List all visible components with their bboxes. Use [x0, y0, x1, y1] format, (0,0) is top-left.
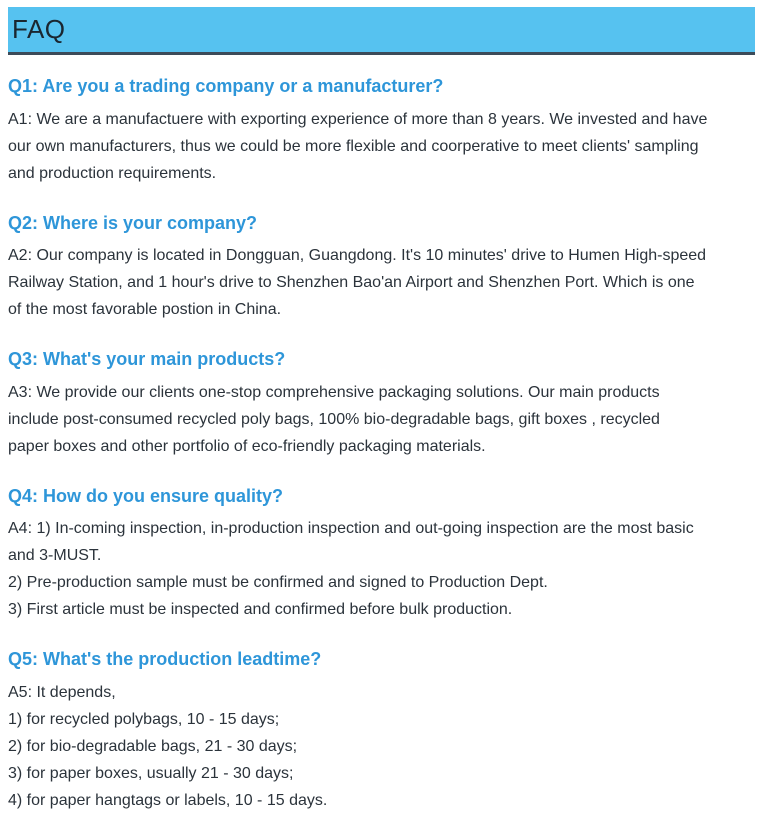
answer-line: 1) for recycled polybags, 10 - 15 days;	[8, 710, 280, 728]
faq-question: Q1: Are you a trading company or a manufacturer?	[8, 76, 444, 96]
faq-answer	[8, 379, 755, 460]
answer-line: 2) Pre-production sample must be confirmed and signed to Production Dept.	[8, 574, 548, 592]
faq-section	[8, 649, 755, 814]
faq-question: Q4: How do you ensure quality?	[8, 485, 284, 506]
answer-line: A5: It depends,	[8, 683, 116, 701]
faq-section	[8, 213, 755, 324]
answer-line: Railway Station, and 1 hour's drive to Shenzhen Bao'an Airport and Shenzhen Port. Which is one	[8, 274, 695, 292]
answer-line: 2) for bio-degradable bags, 21 - 30 days;	[8, 737, 298, 755]
answer-line: paper boxes and other portfolio of eco-friendly packaging materials.	[8, 437, 486, 455]
faq-question: Q3: What's your main products?	[8, 349, 286, 370]
faq-question: Q2: Where is your company?	[8, 212, 258, 233]
answer-line: and production requirements.	[8, 164, 217, 182]
answer-line: 3) First article must be inspected and confirmed before bulk production.	[8, 601, 513, 619]
answer-line: our own manufacturers, thus we could be more flexible and coorperative to meet clients' sampling	[8, 137, 699, 155]
faq-section	[8, 349, 755, 460]
faq-answer	[8, 242, 755, 323]
answer-line: 3) for paper boxes, usually 21 - 30 days;	[8, 764, 294, 782]
faq-answer	[8, 679, 755, 814]
answer-line: A2: Our company is located in Dongguan, Guangdong. It's 10 minutes' drive to Humen High-speed	[8, 247, 707, 265]
answer-line: and 3-MUST.	[8, 547, 102, 565]
faq-content	[8, 76, 755, 814]
faq-header	[8, 7, 755, 55]
faq-section	[8, 76, 755, 187]
page-title: FAQ	[12, 13, 66, 44]
answer-line: A4: 1) In-coming inspection, in-production inspection and out-going inspection are the most basic	[8, 520, 694, 538]
answer-line: of the most favorable postion in China.	[8, 301, 282, 319]
answer-line: A1: We are a manufactuere with exporting experience of more than 8 years. We invested and have	[8, 110, 708, 128]
answer-line: include post-consumed recycled poly bags, 100% bio-degradable bags, gift boxes , recycled	[8, 410, 660, 428]
faq-answer	[8, 106, 755, 187]
answer-line: 4) for paper hangtags or labels, 10 - 15 days.	[8, 791, 328, 809]
faq-question: Q5: What's the production leadtime?	[8, 649, 322, 670]
answer-line: A3: We provide our clients one-stop comprehensive packaging solutions. Our main products	[8, 383, 660, 401]
faq-answer	[8, 515, 755, 623]
faq-section	[8, 486, 755, 624]
